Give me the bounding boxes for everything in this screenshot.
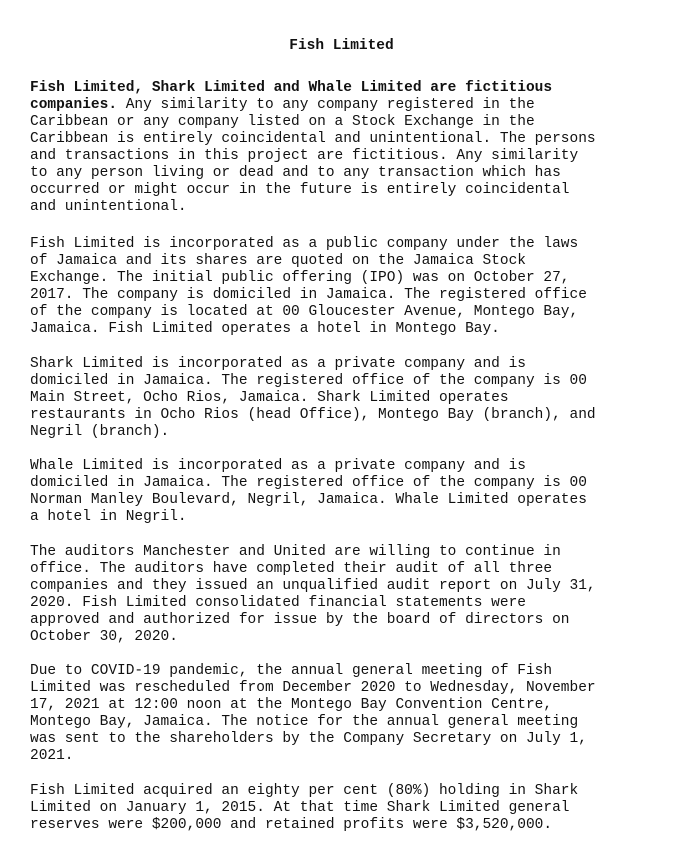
acquisition-paragraph: Fish Limited acquired an eighty per cent (80%) holding in Shark Limited on January 1, 2015. At that time Shark Limited general reserves were $200,000 and retained profits were $3,520,000. xyxy=(30,783,579,833)
disclaimer-paragraph xyxy=(30,80,665,216)
disclaimer-lead: Fish Limited, Shark Limited and Whale Limited are fictitious companies. xyxy=(30,80,553,113)
disclaimer-text: Any similarity to any company registered in the Caribbean or any company listed on a Stock Exchange in the Caribbean is entirely coincidental and unintentional. The persons and transactions in this project are fictitious. Any similarity to any person living or dead and to any transaction which has occurred or might occur in the future is entirely coincidental and unintentional. xyxy=(30,97,596,215)
document-title: Fish Limited xyxy=(289,38,394,54)
auditors-paragraph: The auditors Manchester and United are willing to continue in office. The auditors have completed their audit of all three companies and they issued an unqualified audit report on July 31, 2020. Fish Limited consolidated financial statements were approved and authorized for issue by the board of directors on October 30, 2020. xyxy=(30,544,596,645)
fish-limited-paragraph: Fish Limited is incorporated as a public company under the laws of Jamaica and its shares are quoted on the Jamaica Stock Exchange. The initial public offering (IPO) was on October 27, 2017. The company is domiciled in Jamaica. The registered office of the company is located at 00 Gloucester Avenue, Montego Bay, Jamaica. Fish Limited operates a hotel in Montego Bay. xyxy=(30,236,587,337)
shark-limited-paragraph: Shark Limited is incorporated as a private company and is domiciled in Jamaica. The registered office of the company is 00 Main Street, Ocho Rios, Jamaica. Shark Limited operates restaurants in Ocho Rios (head Office), Montego Bay (branch), and Negril (branch). xyxy=(30,356,596,440)
agm-paragraph: Due to COVID-19 pandemic, the annual general meeting of Fish Limited was rescheduled from December 2020 to Wednesday, November 17, 2021 at 12:00 noon at the Montego Bay Convention Centre, Montego Bay, Jamaica. The notice for the annual general meeting was sent to the shareholders by the Company Secretary on July 1, 2021. xyxy=(30,663,596,764)
whale-limited-paragraph: Whale Limited is incorporated as a private company and is domiciled in Jamaica. The registered office of the company is 00 Norman Manley Boulevard, Negril, Jamaica. Whale Limited operates a hotel in Negril. xyxy=(30,458,587,525)
